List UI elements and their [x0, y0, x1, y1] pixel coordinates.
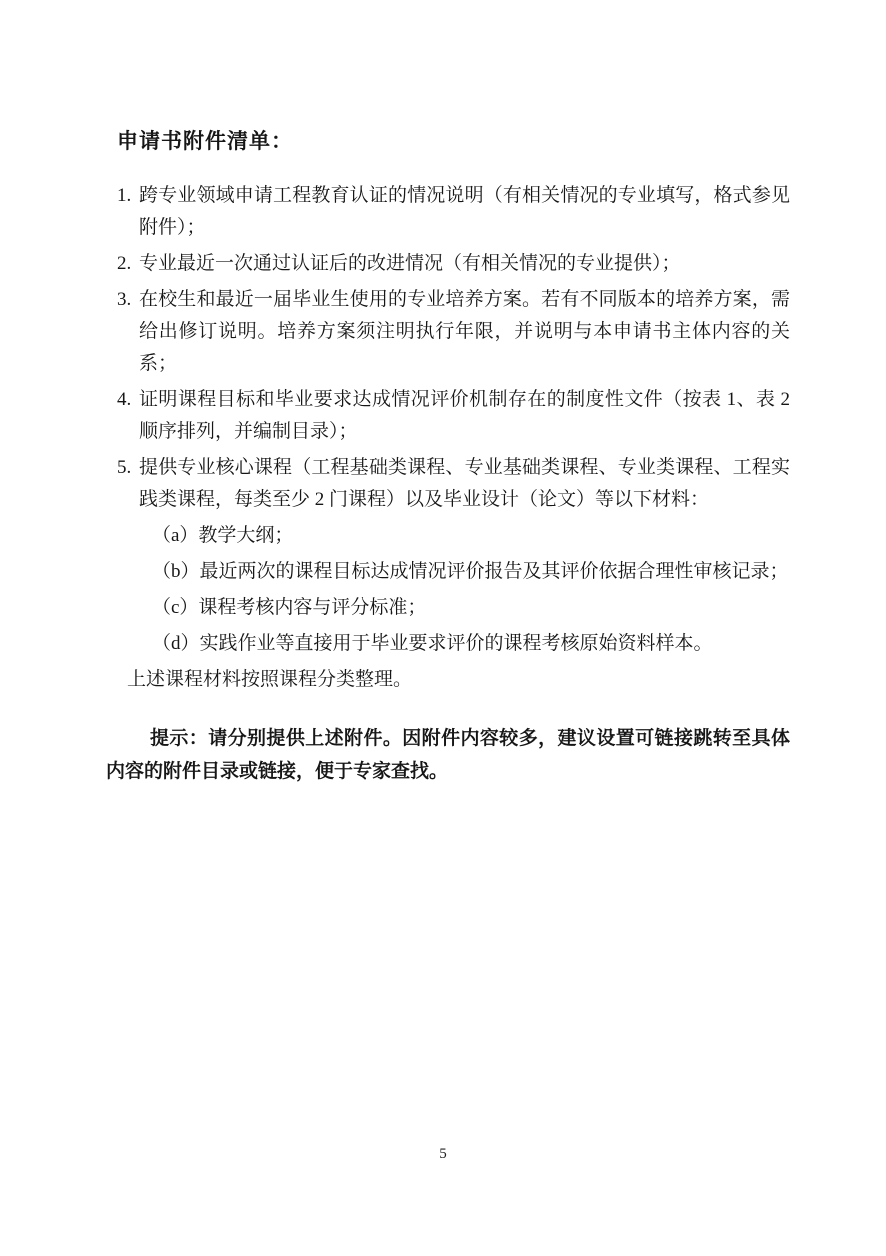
list-item-5-number: 5. [117, 457, 132, 478]
sub-items-note: 上述课程材料按照课程分类整理。 [127, 669, 413, 690]
list-item-2-number: 2. [117, 253, 132, 274]
list-item-4-number: 4. [117, 389, 132, 410]
page-content [106, 125, 790, 788]
list-item-1-number: 1. [117, 185, 132, 206]
list-item-4 [117, 384, 790, 448]
sub-item-a: （a）教学大纲； [152, 525, 294, 546]
sub-item-d: （d）实践作业等直接用于毕业要求评价的课程考核原始资料样本。 [152, 633, 713, 654]
sub-item-b: （b）最近两次的课程目标达成情况评价报告及其评价依据合理性审核记录； [152, 561, 789, 582]
list-item-1-text: 跨专业领域申请工程教育认证的情况说明（有相关情况的专业填写，格式参见附件）； [139, 185, 790, 238]
list-item-2 [117, 248, 790, 280]
list-item-1 [117, 180, 790, 244]
sub-item-c: （c）课程考核内容与评分标准； [152, 597, 427, 618]
list-item-4-text: 证明课程目标和毕业要求达成情况评价机制存在的制度性文件（按表 1、表 2 顺序排列，并编制目录）； [139, 389, 790, 442]
list-item-5-text: 提供专业核心课程（工程基础类课程、专业基础类课程、专业类课程、工程实践类课程，每类至少 2 门课程）以及毕业设计（论文）等以下材料： [139, 457, 790, 510]
list-item-2-text: 专业最近一次通过认证后的改进情况（有相关情况的专业提供）； [139, 253, 681, 274]
attachment-list-title: 申请书附件清单： [117, 130, 293, 153]
tip-paragraph: 提示：请分别提供上述附件。因附件内容较多，建议设置可链接跳转至具体内容的附件目录或链接，便于专家查找。 [106, 728, 790, 782]
page-number: 5 [439, 1146, 447, 1162]
list-item-5 [117, 452, 790, 516]
list-item-3 [117, 284, 790, 380]
list-item-3-text: 在校生和最近一届毕业生使用的专业培养方案。若有不同版本的培养方案，需给出修订说明。培养方案须注明执行年限，并说明与本申请书主体内容的关系； [139, 289, 790, 374]
list-item-3-number: 3. [117, 289, 132, 310]
